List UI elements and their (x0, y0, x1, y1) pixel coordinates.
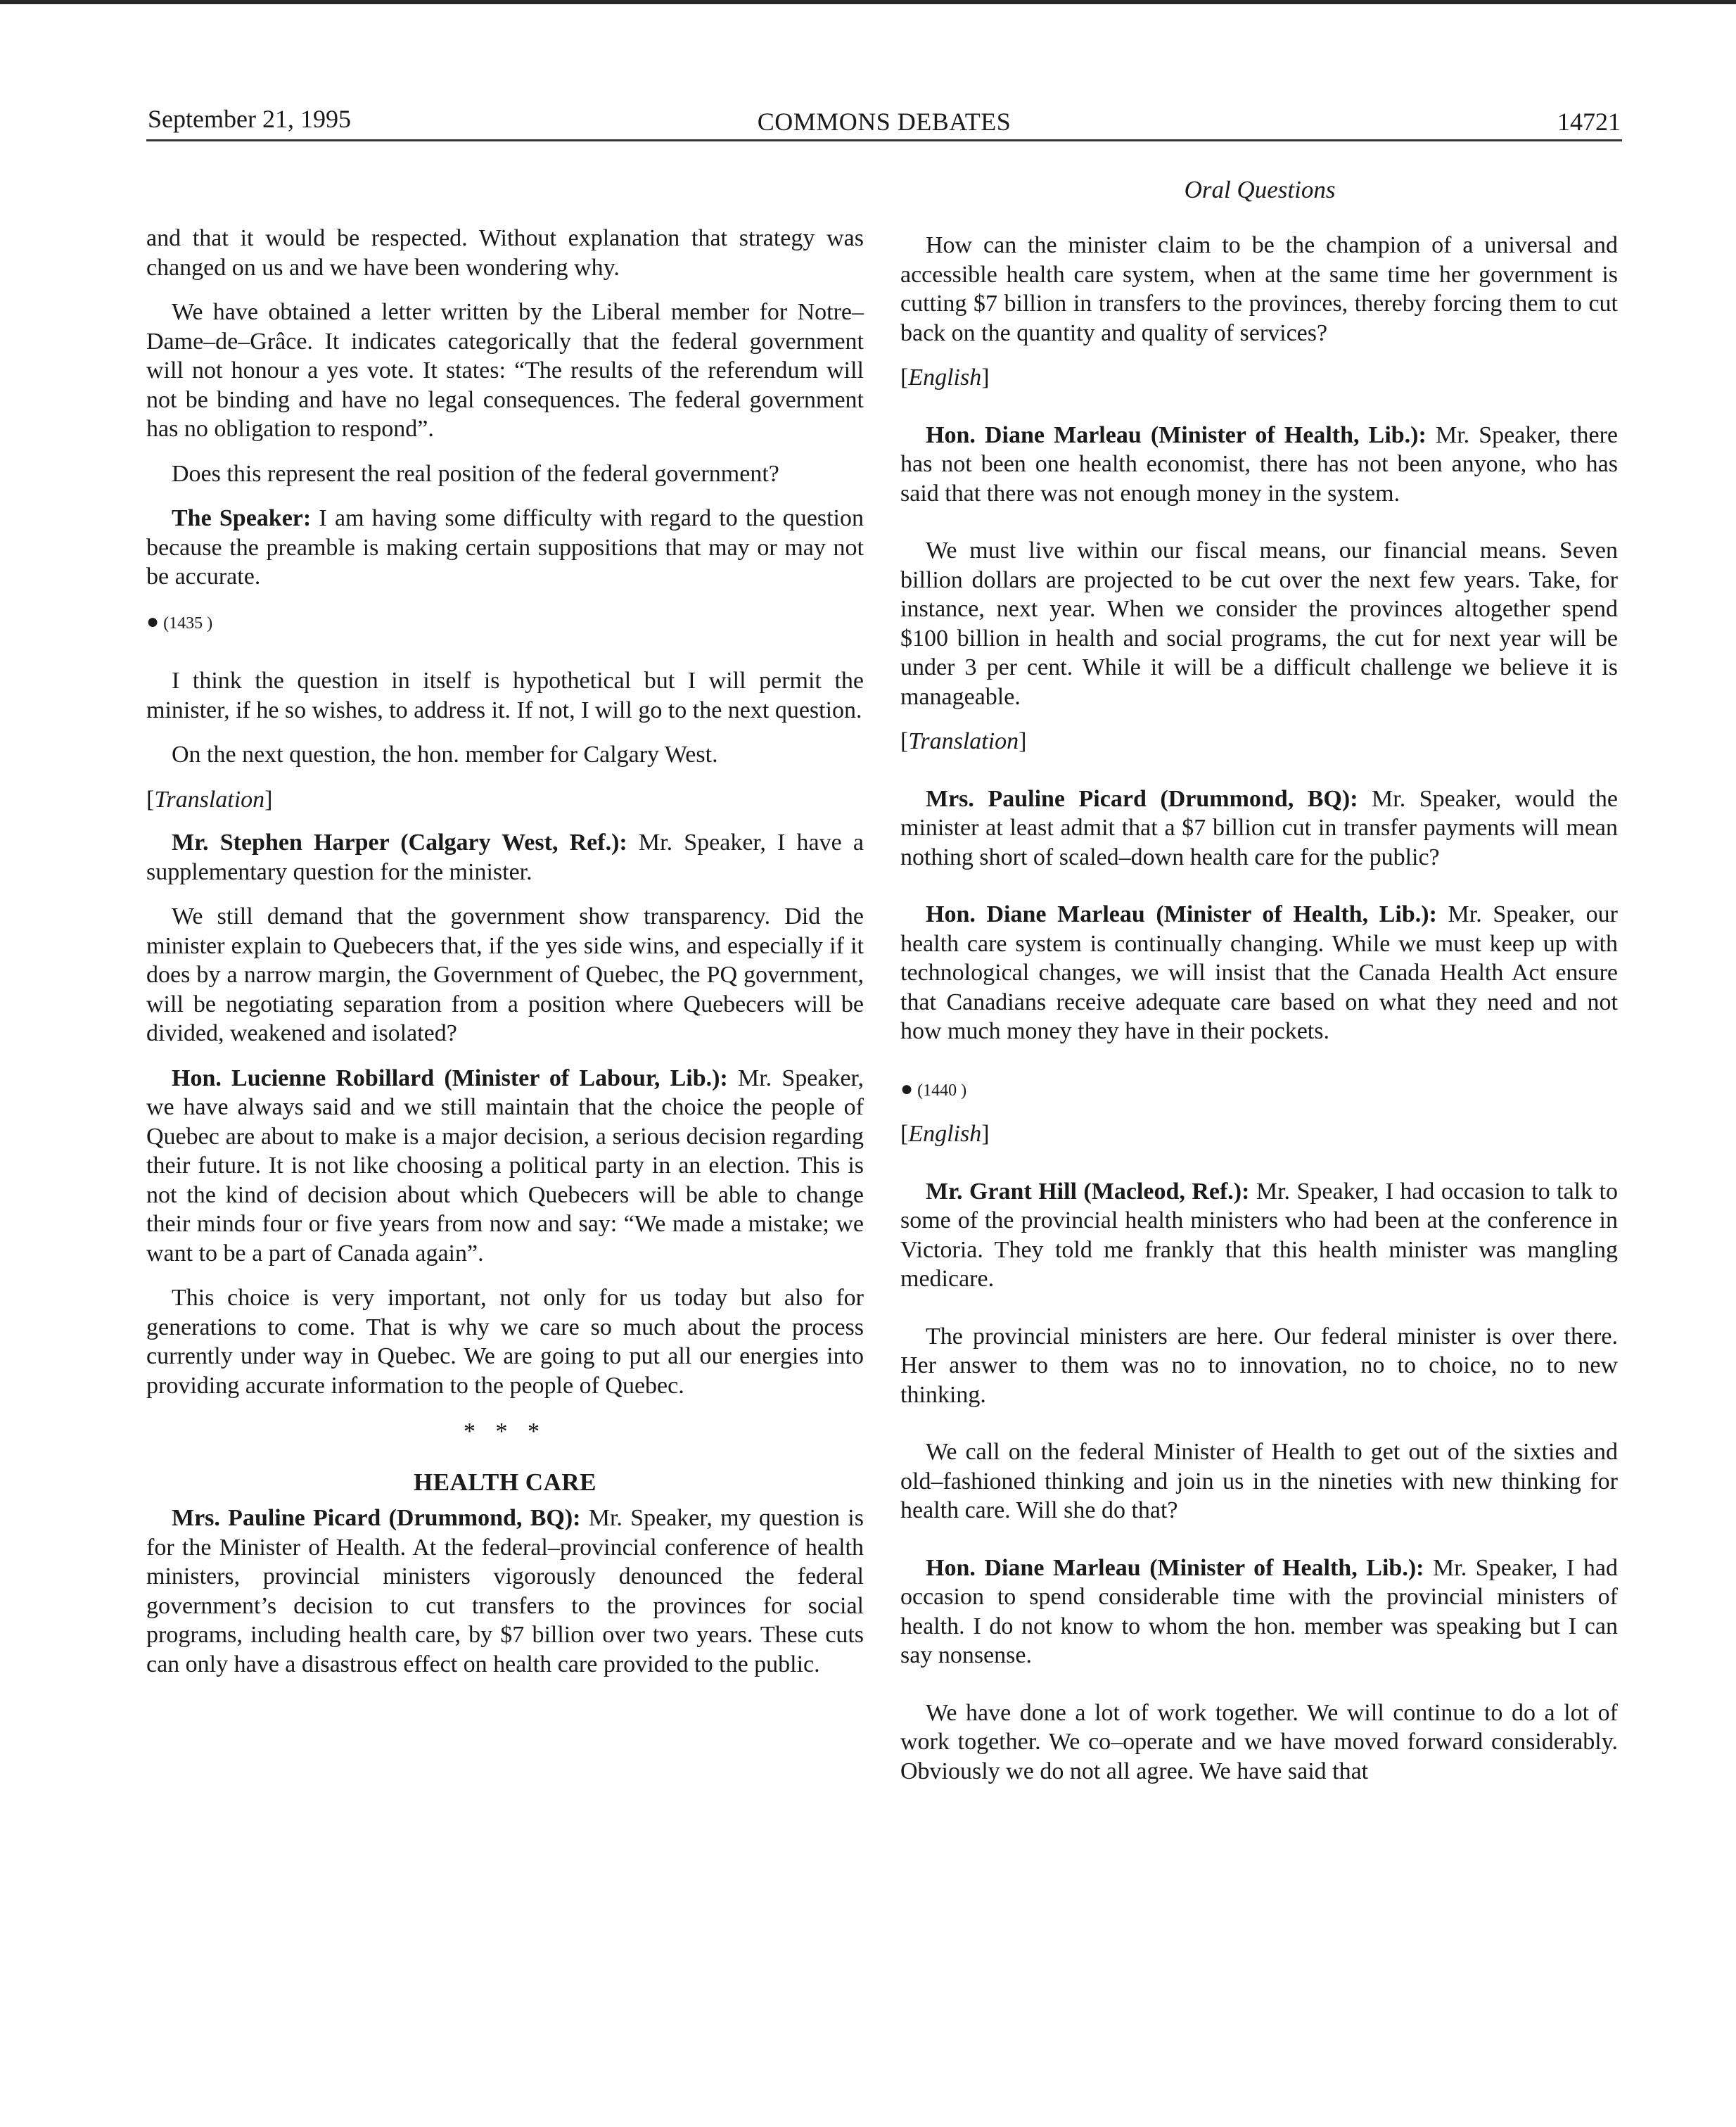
language-tag: [Translation] (146, 786, 273, 813)
timestamp-value: (1440 ) (917, 1081, 967, 1100)
speech-text: I am having some difficulty with regard to the question because the preamble is making certain suppositions that may or may not be accurate. (146, 505, 864, 590)
speech-text: Mr. Speaker, would the minister at least admit that a $7 billion cut in transfer payments will mean nothing short of scaled–down health care for the public? (900, 785, 1618, 870)
speaker-name: Hon. Lucienne Robillard (Minister of Labour, Lib.): (172, 1065, 728, 1091)
language-tag: [English] (900, 364, 990, 391)
paragraph: I think the question in itself is hypothetical but I will permit the minister, if he so wishes, to address it. If not, I will go to the next question. (146, 668, 864, 723)
right-column (900, 231, 1618, 1801)
paragraph: We must live within our fiscal means, our financial means. Seven billion dollars are projected to be cut over the next few years. Take, for instance, next year. When we consider the provinces altogether spend $100 billion in health and social programs, the cut for next year will be under 3 per cent. While it will be a difficult challenge we believe it is manageable. (900, 538, 1618, 710)
paragraph (900, 1177, 1618, 1294)
header-page-number: 14721 (1557, 108, 1621, 136)
header-publication: COMMONS DEBATES (757, 108, 1011, 136)
speech-text: Mr. Speaker, there has not been one health economist, there has not been anyone, who has said that there was not enough money in the system. (900, 421, 1618, 507)
paragraph (146, 1064, 864, 1269)
timestamp (900, 1074, 1618, 1106)
paragraph (146, 828, 864, 887)
paragraph (900, 1554, 1618, 1670)
paragraph: The provincial ministers are here. Our federal minister is over there. Her answer to them was no to innovation, no to choice, no to new thinking. (900, 1323, 1618, 1408)
section-separator: * * * (464, 1418, 547, 1445)
paragraph (900, 421, 1618, 509)
paragraph: This choice is very important, not only for us today but also for generations to come. That is why we care so much about the process currently under way in Quebec. We are going to put all our energies into providing accurate information to the people of Quebec. (146, 1285, 864, 1399)
header-rule (146, 139, 1622, 141)
speech-text: Mr. Speaker, our health care system is continually changing. While we must keep up with technological changes, we will insist that the Canada Health Act ensure that Canadians receive adequate care based on what they need and not how much money they have in their pockets. (900, 901, 1618, 1044)
paragraph: We have obtained a letter written by the Liberal member for Notre–Dame–de–Grâce. It indicates categorically that the federal government will not honour a yes vote. It states: “The results of the referendum will not be binding and have no legal consequences. The federal government has no obligation to respond”. (146, 299, 864, 442)
paragraph: We have done a lot of work together. We will continue to do a lot of work together. We co–operate and we have moved forward considerably. Obviously we do not all agree. We have said that (900, 1699, 1618, 1784)
left-column (146, 224, 864, 1694)
section-heading: HEALTH CARE (414, 1468, 596, 1496)
paragraph (146, 504, 864, 592)
speaker-name: Hon. Diane Marleau (Minister of Health, Lib.): (926, 901, 1437, 927)
paragraph (900, 785, 1618, 872)
speaker-name: Hon. Diane Marleau (Minister of Health, Lib.): (926, 421, 1427, 448)
paragraph: On the next question, the hon. member for Calgary West. (172, 742, 718, 768)
scan-top-edge (0, 0, 1736, 4)
speaker-name: Mr. Grant Hill (Macleod, Ref.): (926, 1178, 1250, 1205)
paragraph: We call on the federal Minister of Health to get out of the sixties and old–fashioned thinking and join us in the nineties with new thinking for health care. Will she do that? (900, 1439, 1618, 1523)
language-tag-text: Translation (908, 728, 1019, 754)
speaker-name: Mrs. Pauline Picard (Drummond, BQ): (172, 1505, 581, 1531)
speaker-name: The Speaker: (172, 505, 312, 531)
bullet-icon: ● (146, 609, 160, 633)
paragraph: and that it would be respected. Without explanation that strategy was changed on us and we have been wondering why. (146, 225, 864, 281)
paragraph (146, 1504, 864, 1679)
language-tag-text: English (908, 364, 982, 391)
language-tag: [Translation] (900, 728, 1027, 754)
speech-text: Mr. Speaker, I have a supplementary question for the minister. (146, 830, 864, 885)
paragraph: How can the minister claim to be the champion of a universal and accessible health care system, when at the same time her government is cutting $7 billion in transfers to the provinces, thereby forcing them to cut back on the quantity and quality of services? (900, 232, 1618, 346)
paragraph: We still demand that the government show transparency. Did the minister explain to Quebecers that, if the yes side wins, and especially if it does by a narrow margin, the Government of Quebec, the PQ government, will be negotiating separation from a position where Quebecers will be divided, weakened and isolated? (146, 903, 864, 1046)
speech-text: Mr. Speaker, I had occasion to talk to some of the provincial health ministers who had been at the conference in Victoria. They told me frankly that this health minister was mangling medicare. (900, 1178, 1618, 1292)
paragraph: Does this represent the real position of the federal government? (172, 460, 779, 487)
timestamp-value: (1435 ) (163, 614, 213, 633)
page-header (148, 97, 1621, 139)
section-label: Oral Questions (1184, 176, 1336, 203)
timestamp (146, 607, 864, 639)
bullet-icon: ● (900, 1077, 914, 1100)
speaker-name: Mr. Stephen Harper (Calgary West, Ref.): (172, 830, 627, 856)
language-tag-text: Translation (154, 786, 265, 813)
language-tag: [English] (900, 1121, 990, 1147)
paragraph (900, 900, 1618, 1046)
speaker-name: Mrs. Pauline Picard (Drummond, BQ): (926, 785, 1358, 812)
speech-text: Mr. Speaker, we have always said and we still maintain that the choice the people of Quebec are about to make is a major decision, a serious decision regarding their future. It is not like choosing a political party in an election. This is not the kind of decision about which Quebecers will be able to change their minds four or five years from now and say: “We made a mistake; we want to be a part of Canada again”. (146, 1065, 864, 1266)
language-tag-text: English (908, 1121, 982, 1147)
header-date: September 21, 1995 (148, 105, 351, 133)
speaker-name: Hon. Diane Marleau (Minister of Health, Lib.): (926, 1554, 1424, 1581)
speech-text: Mr. Speaker, I had occasion to spend considerable time with the provincial ministers of health. I do not know to whom the hon. member was speaking but I can say nonsense. (900, 1554, 1618, 1668)
speech-text: Mr. Speaker, my question is for the Minister of Health. At the federal–provincial conference of health ministers, provincial ministers vigorously denounced the federal government’s decision to cut transfers to the provinces for social programs, including health care, by $7 billion over two years. These cuts can only have a disastrous effect on health care provided to the public. (146, 1505, 864, 1677)
